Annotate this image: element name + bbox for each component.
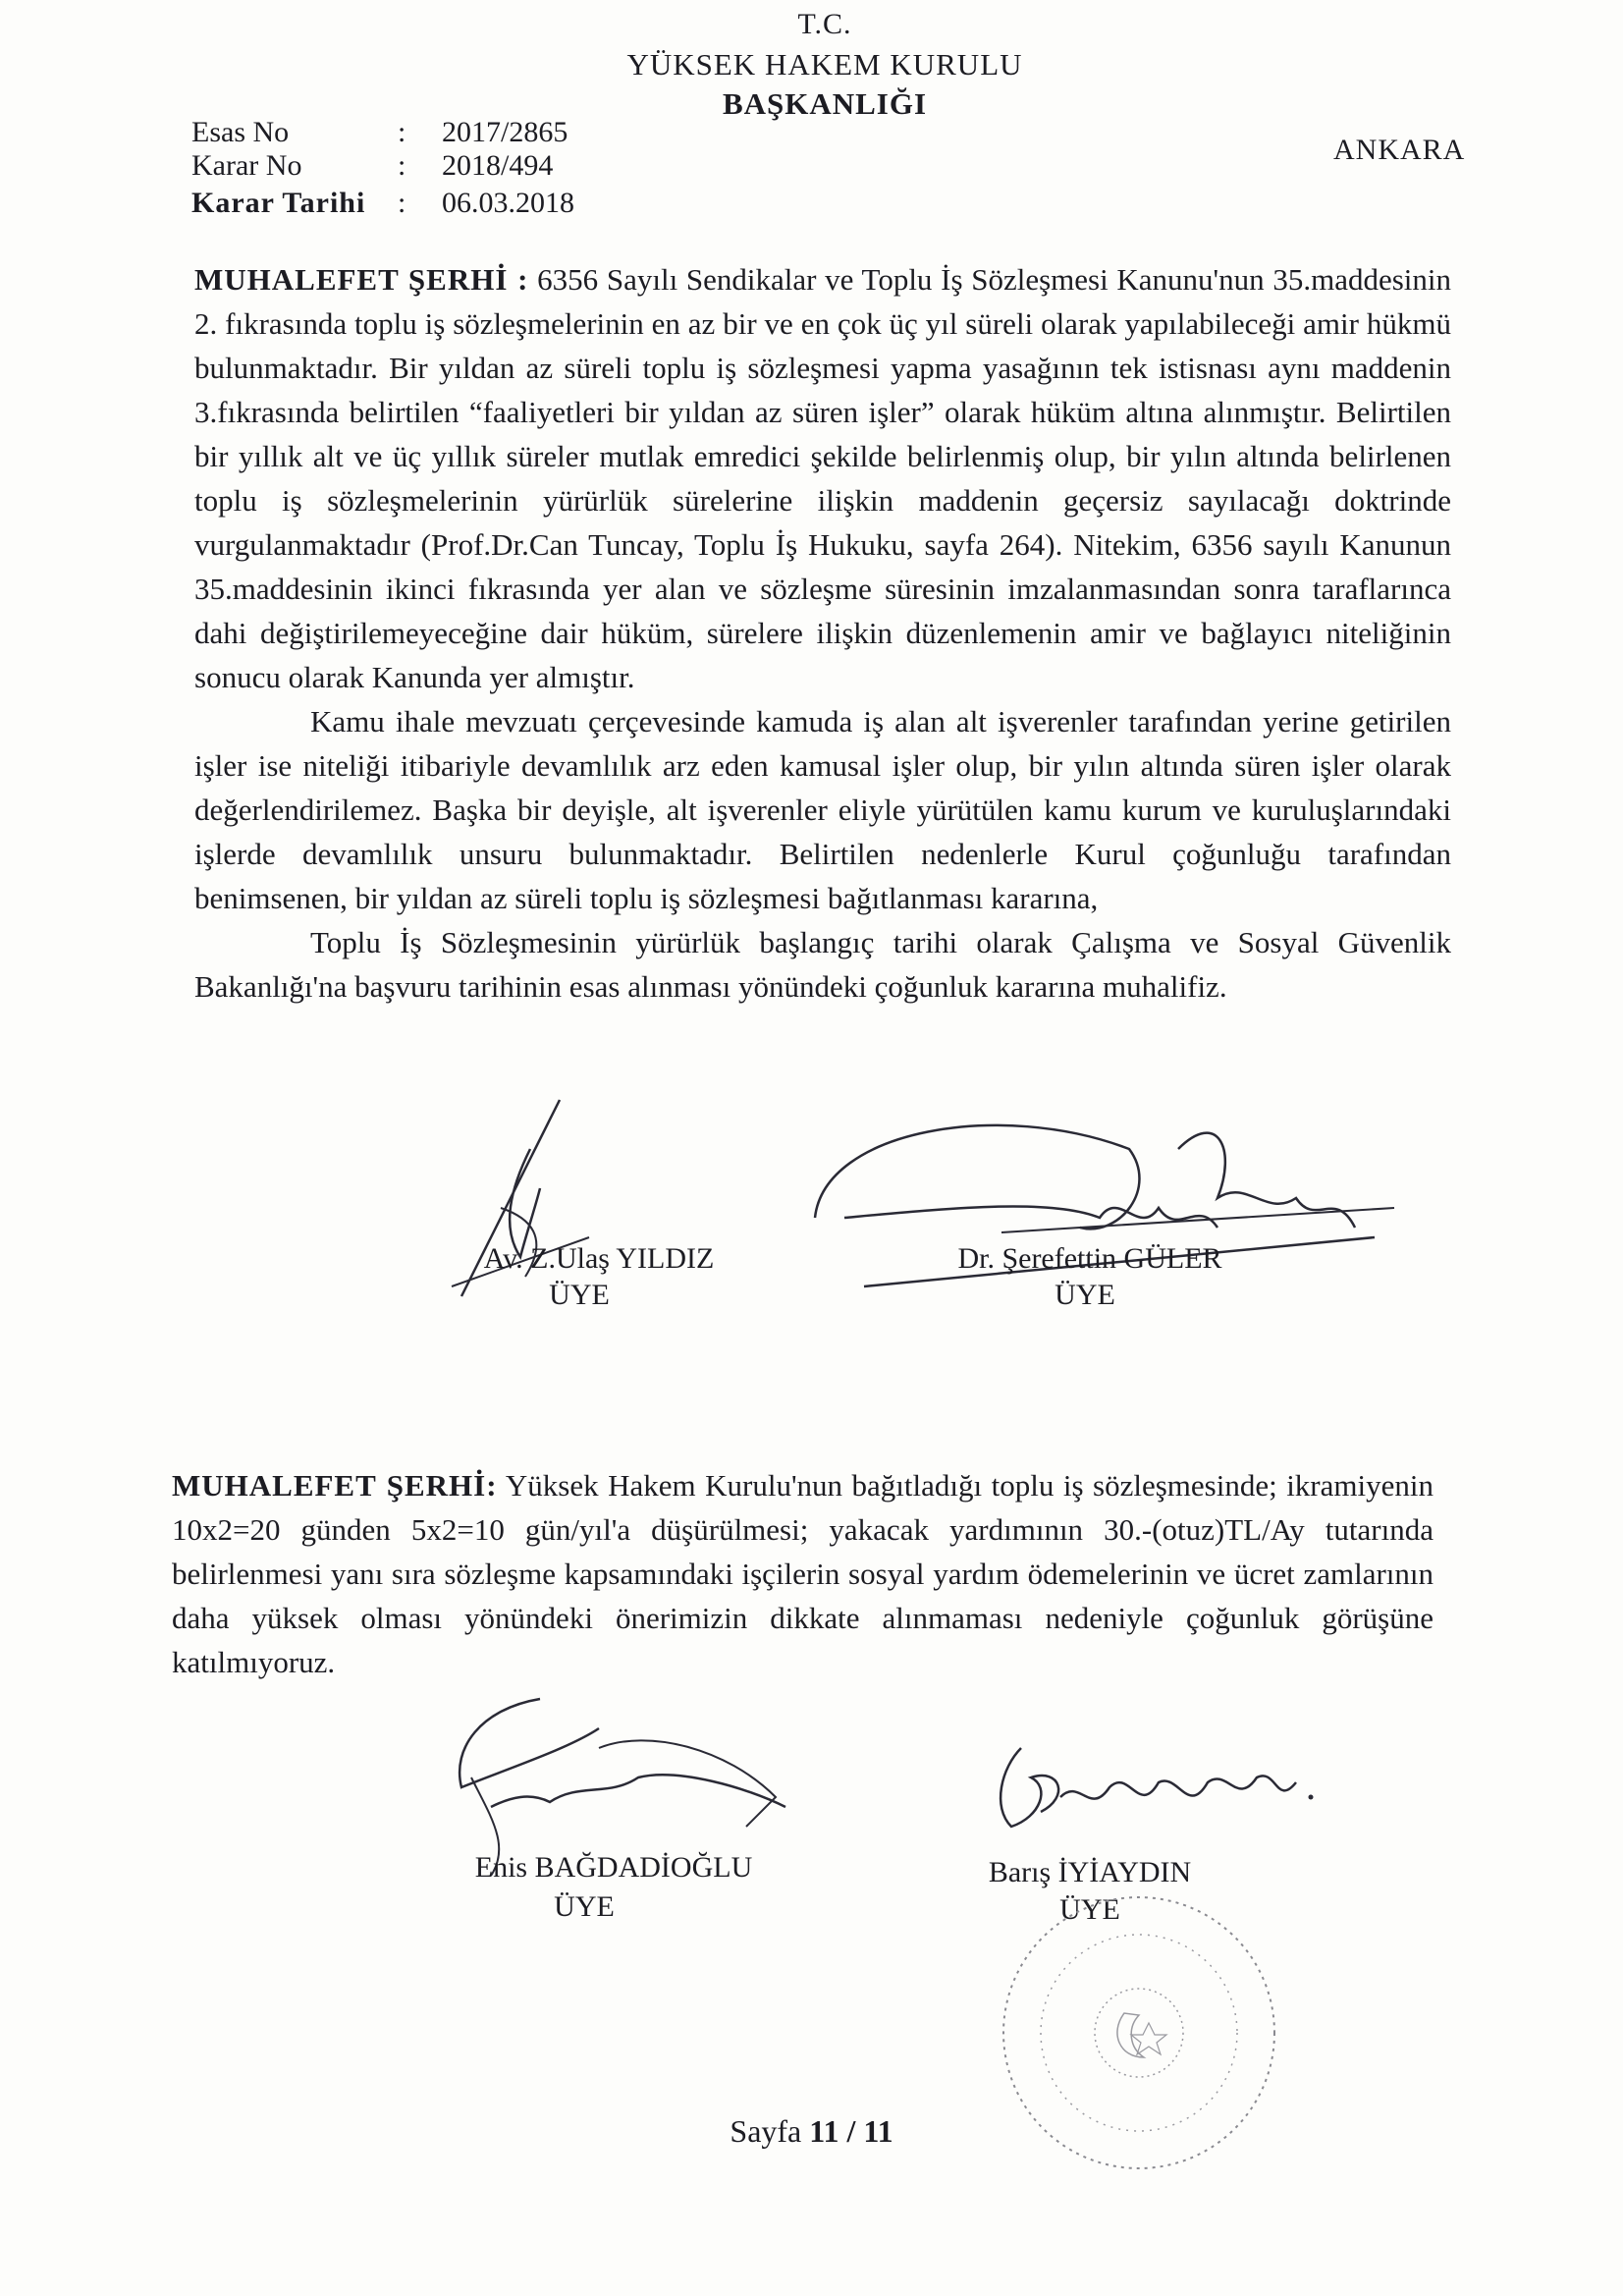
meta-value: 2018/494 <box>442 149 554 182</box>
signature-1-role: ÜYE <box>549 1279 610 1311</box>
signature-3-role: ÜYE <box>554 1890 615 1923</box>
meta-label: Karar No <box>191 149 302 182</box>
signature-2-name: Dr. Şerefettin GÜLER <box>957 1242 1222 1275</box>
signature-4-name: Barış İYİAYDIN <box>988 1856 1192 1888</box>
header-department: BAŞKANLIĞI <box>722 86 928 121</box>
dissent-1-paragraph-3: Toplu İş Sözleşmesinin yürürlük başlangıç tarihi olarak Çalışma ve Sosyal Güvenlik Bakanlığı'na başvuru tarihinin esas alınması yönündeki çoğunluk kararına muhalifiz. <box>194 925 1451 1004</box>
page-number: 11 / 11 <box>809 2113 893 2149</box>
meta-label: Karar Tarihi <box>191 187 366 219</box>
signature-4-role: ÜYE <box>1059 1893 1120 1926</box>
case-meta-karar <box>191 149 553 183</box>
signature-3-name: Enis BAĞDADİOĞLU <box>474 1851 753 1884</box>
signature-2-role: ÜYE <box>1055 1279 1115 1311</box>
meta-separator: : <box>398 149 406 182</box>
meta-label: Esas No <box>191 116 290 148</box>
meta-value: 06.03.2018 <box>442 187 574 219</box>
dissent-2-paragraph-1 <box>172 1463 1434 1684</box>
dissent-1-text-1: 6356 Sayılı Sendikalar ve Toplu İş Sözleşmesi Kanunu'nun 35.maddesinin 2. fıkrasında toplu iş sözleşmelerinin en az bir ve en çok üç yıl süreli olarak yapılabileceği amir hükmü bulunmaktadır. Bir yıldan az süreli toplu iş sözleşmesi yapma yasağının tek istisnası aynı maddenin 3.fıkrasında belirtilen “faaliyetleri bir yıldan az süren işler” olarak hüküm altına alınmıştır. Belirtilen bir yıllık alt ve üç yıllık süreler mutlak emredici şekilde belirlenmiş olup, bir yılın altında belirlenen toplu iş sözleşmelerinin yürürlük sürelerine ilişkin maddenin geçersiz sayılacağı doktrinde vurgulanmaktadır (Prof.Dr.Can Tuncay, Toplu İş Hukuku, sayfa 264). Nitekim, 6356 sayılı Kanunun 35.maddesinin ikinci fıkrasında yer alan ve sözleşme süresinin imzalanmasından sonra taraflarınca dahi değiştirilemeyeceğine dair hüküm, sürelere ilişkin düzenlemenin amir ve bağlayıcı niteliğinin sonucu olarak Kanunda yer almıştır. <box>194 262 1451 694</box>
dissent-1-lead: MUHALEFET ŞERHİ : <box>194 262 529 297</box>
page-prefix: Sayfa <box>730 2113 802 2149</box>
header-tc: T.C. <box>797 8 852 40</box>
meta-separator: : <box>398 116 406 148</box>
case-meta-esas <box>191 116 568 149</box>
dissent-1 <box>194 257 1451 1009</box>
dissent-2-text-1: Yüksek Hakem Kurulu'nun bağıtladığı toplu iş sözleşmesinde; ikramiyenin 10x2=20 günden 5x2=10 gün/yıl'a düşürülmesi; yakacak yardımının 30.-(otuz)TL/Ay tutarında belirlenmesi yanı sıra sözleşme kapsamındaki işçilerin sosyal yardım ödemelerinin ve ücret zamlarının daha yüksek olması yönündeki önerimizin dikkate alınmaması nedeniyle çoğunluk görüşüne katılmıyoruz. <box>172 1468 1434 1679</box>
page-footer <box>0 2113 1623 2150</box>
dissent-1-paragraph-1 <box>194 257 1451 699</box>
dissent-2 <box>172 1463 1434 1684</box>
dissent-2-lead: MUHALEFET ŞERHİ: <box>172 1468 498 1503</box>
meta-value: 2017/2865 <box>442 116 568 148</box>
header-institution: YÜKSEK HAKEM KURULU <box>626 47 1023 82</box>
signature-1-name: Av. Z.Ulaş YILDIZ <box>483 1242 715 1275</box>
case-meta-tarih <box>191 187 574 220</box>
signature-iyiaydin <box>982 1728 1335 1846</box>
meta-separator: : <box>398 187 406 219</box>
header-city: ANKARA <box>1333 134 1466 166</box>
dissent-1-paragraph-2: Kamu ihale mevzuatı çerçevesinde kamuda iş alan alt işverenler tarafından yerine getirilen işler ise niteliği itibariyle devamlılık arz eden kamusal işler olup, bir yılın altında süren işler olarak değerlendirilemez. Başka bir deyişle, alt işverenler eliyle yürütülen kamu kurum ve kuruluşlarındaki işlerde devamlılık unsuru bulunmaktadır. Belirtilen nedenlerle Kurul çoğunluğu tarafından benimsenen, bir yıldan az süreli toplu iş sözleşmesi bağıtlanması kararına, <box>194 704 1451 915</box>
